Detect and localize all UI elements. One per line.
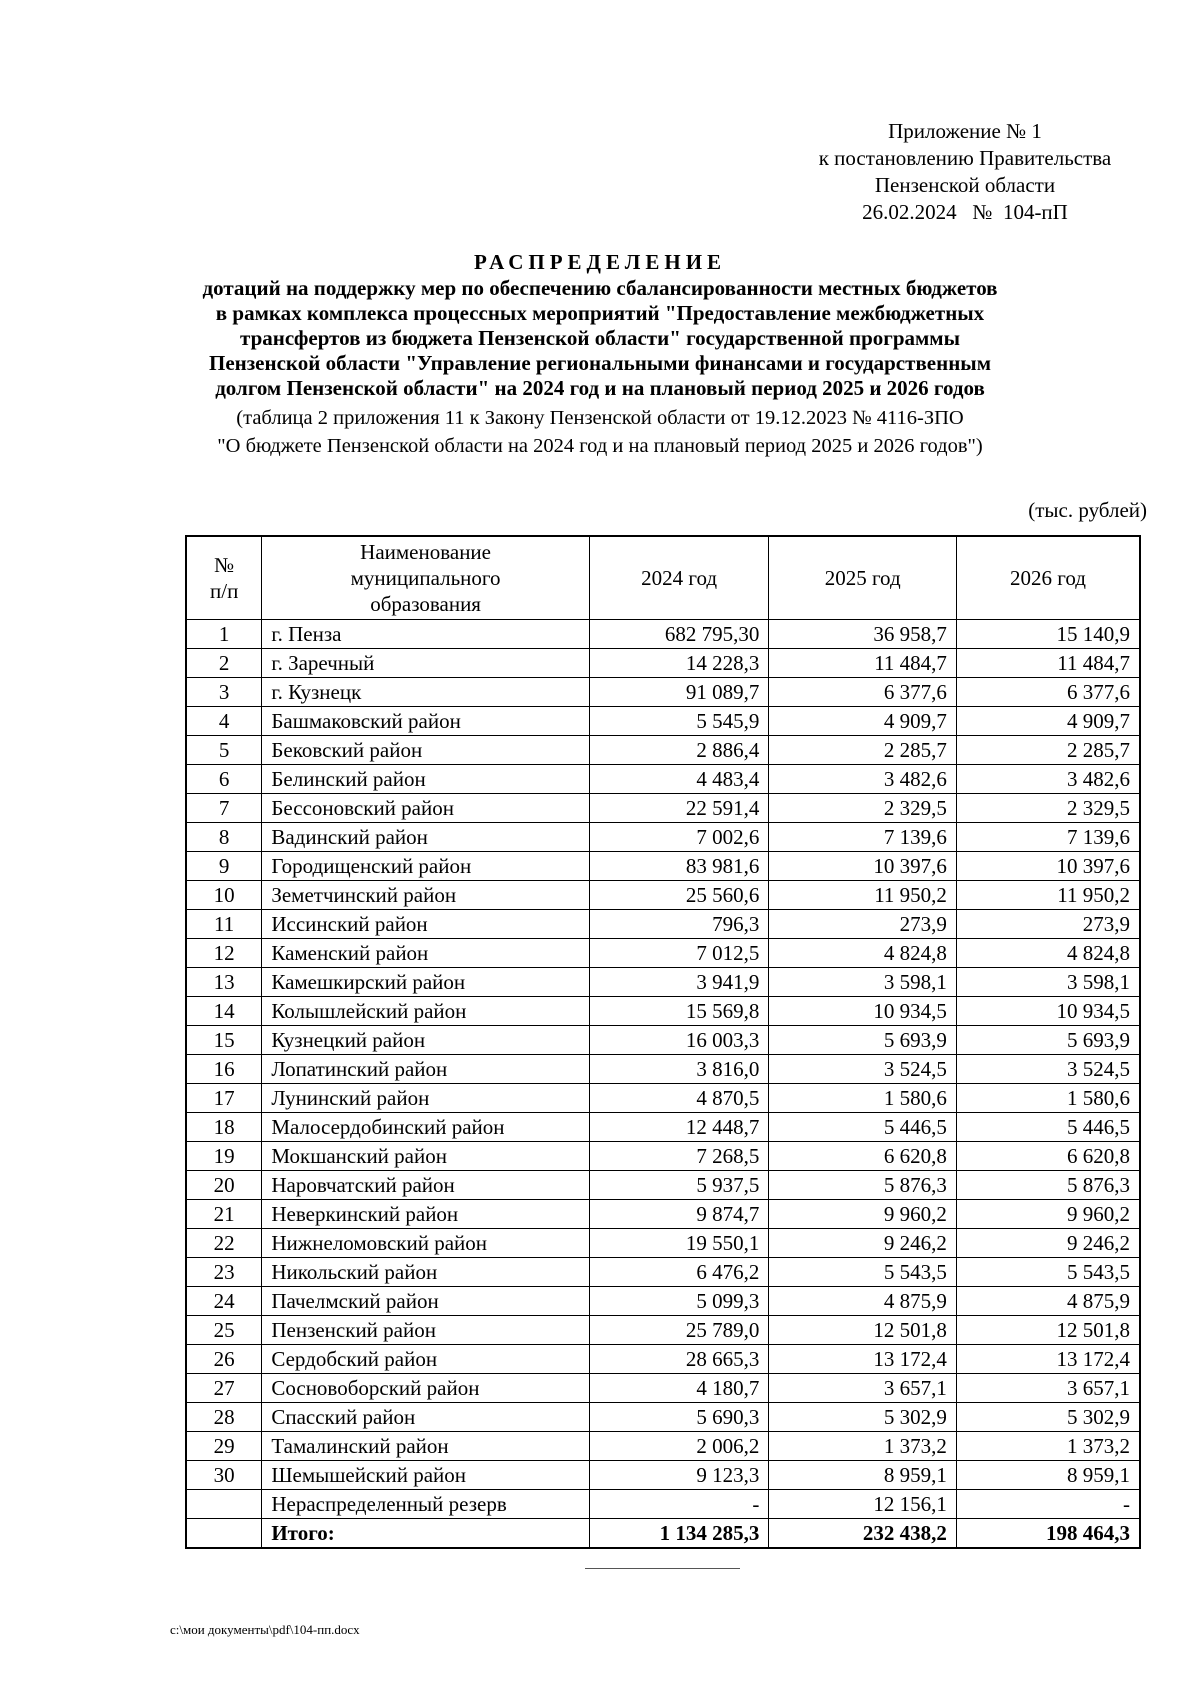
cell-y2024: 19 550,1 xyxy=(589,1229,769,1258)
total-num xyxy=(186,1519,262,1549)
appendix-line-1: Приложение № 1 xyxy=(888,119,1042,143)
cell-y2024: 15 569,8 xyxy=(589,997,769,1026)
cell-y2026: 1 373,2 xyxy=(956,1432,1140,1461)
cell-y2026: 11 950,2 xyxy=(956,881,1140,910)
end-separator xyxy=(585,1568,740,1569)
cell-y2024: 6 476,2 xyxy=(589,1258,769,1287)
cell-y2026: 4 875,9 xyxy=(956,1287,1140,1316)
appendix-block xyxy=(780,118,1150,226)
cell-y2026: 7 139,6 xyxy=(956,823,1140,852)
cell-num: 24 xyxy=(186,1287,262,1316)
cell-name: г. Пенза xyxy=(262,620,589,649)
cell-y2026: 8 959,1 xyxy=(956,1461,1140,1490)
cell-y2024: 83 981,6 xyxy=(589,852,769,881)
cell-name: Малосердобинский район xyxy=(262,1113,589,1142)
file-path: c:\мои документы\pdf\104-пп.docx xyxy=(170,1622,360,1637)
cell-y2026: 10 934,5 xyxy=(956,997,1140,1026)
cell-y2024: 7 002,6 xyxy=(589,823,769,852)
table-row xyxy=(186,620,1140,649)
cell-y2024: 22 591,4 xyxy=(589,794,769,823)
document-title: РАСПРЕДЕЛЕНИЕ xyxy=(473,250,727,274)
cell-name: Сердобский район xyxy=(262,1345,589,1374)
table-row xyxy=(186,1084,1140,1113)
document-heading xyxy=(150,248,1050,460)
cell-name: Лунинский район xyxy=(262,1084,589,1113)
cell-y2026: 10 397,6 xyxy=(956,852,1140,881)
table-row xyxy=(186,1055,1140,1084)
table-row xyxy=(186,736,1140,765)
cell-num: 23 xyxy=(186,1258,262,1287)
cell-num: 27 xyxy=(186,1374,262,1403)
cell-num: 3 xyxy=(186,678,262,707)
table-row xyxy=(186,1432,1140,1461)
cell-y2025: 5 693,9 xyxy=(769,1026,957,1055)
cell-y2026: 2 285,7 xyxy=(956,736,1140,765)
cell-name: г. Кузнецк xyxy=(262,678,589,707)
table-row xyxy=(186,678,1140,707)
cell-y2024: 25 789,0 xyxy=(589,1316,769,1345)
cell-y2024: 3 816,0 xyxy=(589,1055,769,1084)
cell-y2026: 12 501,8 xyxy=(956,1316,1140,1345)
cell-name: Наровчатский район xyxy=(262,1171,589,1200)
table-row xyxy=(186,1026,1140,1055)
cell-y2024: 91 089,7 xyxy=(589,678,769,707)
header-municipality-line-3: образования xyxy=(370,592,481,616)
cell-name: Башмаковский район xyxy=(262,707,589,736)
table-row xyxy=(186,881,1140,910)
cell-name: Пензенский район xyxy=(262,1316,589,1345)
cell-name: Нераспределенный резерв xyxy=(262,1490,589,1519)
table-row xyxy=(186,1316,1140,1345)
cell-num: 15 xyxy=(186,1026,262,1055)
cell-num: 30 xyxy=(186,1461,262,1490)
reference-note-line-1: (таблица 2 приложения 11 к Закону Пензенской области от 19.12.2023 № 4116-ЗПО xyxy=(236,407,964,429)
cell-y2025: 7 139,6 xyxy=(769,823,957,852)
cell-name: Пачелмский район xyxy=(262,1287,589,1316)
cell-name: Мокшанский район xyxy=(262,1142,589,1171)
total-y2026: 198 464,3 xyxy=(956,1519,1140,1549)
cell-y2024: 4 180,7 xyxy=(589,1374,769,1403)
cell-name: Городищенский район xyxy=(262,852,589,881)
title-line-1: дотаций на поддержку мер по обеспечению сбалансированности местных бюджетов xyxy=(202,276,998,300)
header-2026: 2026 год xyxy=(956,536,1140,620)
cell-y2024: 5 099,3 xyxy=(589,1287,769,1316)
cell-name: Иссинский район xyxy=(262,910,589,939)
header-2025: 2025 год xyxy=(769,536,957,620)
table-body xyxy=(186,620,1140,1549)
cell-y2024: 5 937,5 xyxy=(589,1171,769,1200)
cell-y2026: 6 620,8 xyxy=(956,1142,1140,1171)
header-municipality xyxy=(262,536,589,620)
total-y2024: 1 134 285,3 xyxy=(589,1519,769,1549)
cell-name: Каменский район xyxy=(262,939,589,968)
table-row xyxy=(186,1345,1140,1374)
cell-y2025: 3 482,6 xyxy=(769,765,957,794)
cell-num: 2 xyxy=(186,649,262,678)
cell-name: Земетчинский район xyxy=(262,881,589,910)
cell-y2026: 9 246,2 xyxy=(956,1229,1140,1258)
table-row xyxy=(186,910,1140,939)
units-label: (тыс. рублей) xyxy=(1028,498,1147,522)
cell-name: Кузнецкий район xyxy=(262,1026,589,1055)
table-row xyxy=(186,997,1140,1026)
cell-y2026: 13 172,4 xyxy=(956,1345,1140,1374)
cell-y2025: 10 934,5 xyxy=(769,997,957,1026)
cell-y2025: 4 875,9 xyxy=(769,1287,957,1316)
cell-num: 9 xyxy=(186,852,262,881)
cell-y2024: 28 665,3 xyxy=(589,1345,769,1374)
distribution-table xyxy=(185,535,1141,1549)
cell-y2026: 3 524,5 xyxy=(956,1055,1140,1084)
table-row xyxy=(186,1287,1140,1316)
table-row xyxy=(186,823,1140,852)
cell-y2026: - xyxy=(956,1490,1140,1519)
cell-y2025: 5 543,5 xyxy=(769,1258,957,1287)
table-row xyxy=(186,939,1140,968)
cell-y2025: 9 960,2 xyxy=(769,1200,957,1229)
cell-y2026: 9 960,2 xyxy=(956,1200,1140,1229)
cell-num: 19 xyxy=(186,1142,262,1171)
cell-y2025: 9 246,2 xyxy=(769,1229,957,1258)
cell-y2025: 36 958,7 xyxy=(769,620,957,649)
cell-y2025: 6 620,8 xyxy=(769,1142,957,1171)
cell-num: 8 xyxy=(186,823,262,852)
cell-y2024: 7 012,5 xyxy=(589,939,769,968)
cell-y2025: 3 524,5 xyxy=(769,1055,957,1084)
cell-y2025: 11 950,2 xyxy=(769,881,957,910)
cell-y2025: 8 959,1 xyxy=(769,1461,957,1490)
header-number-line-1: № xyxy=(214,553,235,577)
cell-num: 26 xyxy=(186,1345,262,1374)
cell-name: Никольский район xyxy=(262,1258,589,1287)
cell-name: Неверкинский район xyxy=(262,1200,589,1229)
cell-num: 13 xyxy=(186,968,262,997)
cell-y2025: 11 484,7 xyxy=(769,649,957,678)
cell-y2026: 2 329,5 xyxy=(956,794,1140,823)
cell-name: Бековский район xyxy=(262,736,589,765)
appendix-line-2: к постановлению Правительства xyxy=(818,146,1112,170)
reference-note xyxy=(150,404,1050,460)
title-line-3: трансфертов из бюджета Пензенской области" государственной программы xyxy=(240,326,960,350)
cell-num: 21 xyxy=(186,1200,262,1229)
cell-num: 16 xyxy=(186,1055,262,1084)
cell-y2024: 2 006,2 xyxy=(589,1432,769,1461)
cell-name: Нижнеломовский район xyxy=(262,1229,589,1258)
cell-num: 29 xyxy=(186,1432,262,1461)
cell-y2024: 16 003,3 xyxy=(589,1026,769,1055)
reference-note-line-2: "О бюджете Пензенской области на 2024 год и на плановый период 2025 и 2026 годов") xyxy=(217,435,983,457)
table-row xyxy=(186,1142,1140,1171)
cell-y2026: 3 598,1 xyxy=(956,968,1140,997)
cell-y2024: 3 941,9 xyxy=(589,968,769,997)
cell-num: 11 xyxy=(186,910,262,939)
table-row xyxy=(186,1229,1140,1258)
cell-num: 28 xyxy=(186,1403,262,1432)
header-municipality-line-1: Наименование xyxy=(360,540,491,564)
header-number xyxy=(186,536,262,620)
cell-y2024: 2 886,4 xyxy=(589,736,769,765)
cell-y2024: 7 268,5 xyxy=(589,1142,769,1171)
cell-num: 4 xyxy=(186,707,262,736)
appendix-date-number: 26.02.2024 № 104-пП xyxy=(862,200,1068,224)
cell-y2026: 5 543,5 xyxy=(956,1258,1140,1287)
header-municipality-line-2: муниципального xyxy=(350,566,501,590)
cell-y2025: 4 909,7 xyxy=(769,707,957,736)
cell-name: Спасский район xyxy=(262,1403,589,1432)
cell-y2024: 5 690,3 xyxy=(589,1403,769,1432)
cell-num: 22 xyxy=(186,1229,262,1258)
cell-name: Бессоновский район xyxy=(262,794,589,823)
cell-y2024: 5 545,9 xyxy=(589,707,769,736)
cell-y2024: - xyxy=(589,1490,769,1519)
header-2024: 2024 год xyxy=(589,536,769,620)
cell-y2026: 3 482,6 xyxy=(956,765,1140,794)
appendix-line-3: Пензенской области xyxy=(874,173,1056,197)
cell-y2026: 1 580,6 xyxy=(956,1084,1140,1113)
cell-y2024: 4 483,4 xyxy=(589,765,769,794)
cell-y2026: 5 302,9 xyxy=(956,1403,1140,1432)
cell-name: Камешкирский район xyxy=(262,968,589,997)
cell-y2024: 12 448,7 xyxy=(589,1113,769,1142)
title-line-5: долгом Пензенской области" на 2024 год и на плановый период 2025 и 2026 годов xyxy=(215,376,985,400)
table-row xyxy=(186,852,1140,881)
cell-y2024: 9 123,3 xyxy=(589,1461,769,1490)
header-number-line-2: п/п xyxy=(210,579,239,603)
cell-y2025: 4 824,8 xyxy=(769,939,957,968)
title-line-2: в рамках комплекса процессных мероприятий "Предоставление межбюджетных xyxy=(215,301,985,325)
total-name: Итого: xyxy=(262,1519,589,1549)
cell-y2026: 11 484,7 xyxy=(956,649,1140,678)
cell-y2025: 5 302,9 xyxy=(769,1403,957,1432)
cell-name: Тамалинский район xyxy=(262,1432,589,1461)
cell-y2026: 3 657,1 xyxy=(956,1374,1140,1403)
cell-y2025: 10 397,6 xyxy=(769,852,957,881)
cell-y2025: 12 156,1 xyxy=(769,1490,957,1519)
cell-num: 17 xyxy=(186,1084,262,1113)
cell-y2024: 14 228,3 xyxy=(589,649,769,678)
cell-y2024: 796,3 xyxy=(589,910,769,939)
cell-num: 20 xyxy=(186,1171,262,1200)
cell-num: 25 xyxy=(186,1316,262,1345)
cell-num: 1 xyxy=(186,620,262,649)
cell-y2025: 273,9 xyxy=(769,910,957,939)
table-row xyxy=(186,707,1140,736)
cell-y2025: 6 377,6 xyxy=(769,678,957,707)
cell-y2025: 1 373,2 xyxy=(769,1432,957,1461)
table-row xyxy=(186,1403,1140,1432)
cell-num: 12 xyxy=(186,939,262,968)
cell-y2025: 2 329,5 xyxy=(769,794,957,823)
cell-name: Вадинский район xyxy=(262,823,589,852)
cell-y2026: 273,9 xyxy=(956,910,1140,939)
cell-y2025: 1 580,6 xyxy=(769,1084,957,1113)
title-line-4: Пензенской области "Управление региональными финансами и государственным xyxy=(208,351,991,375)
cell-num: 10 xyxy=(186,881,262,910)
table-row xyxy=(186,1374,1140,1403)
cell-num: 6 xyxy=(186,765,262,794)
cell-y2025: 3 598,1 xyxy=(769,968,957,997)
table-total-row xyxy=(186,1519,1140,1549)
cell-name: Колышлейский район xyxy=(262,997,589,1026)
table-row xyxy=(186,1113,1140,1142)
cell-y2024: 9 874,7 xyxy=(589,1200,769,1229)
cell-num xyxy=(186,1490,262,1519)
cell-name: г. Заречный xyxy=(262,649,589,678)
cell-num: 5 xyxy=(186,736,262,765)
total-y2025: 232 438,2 xyxy=(769,1519,957,1549)
table-row xyxy=(186,765,1140,794)
cell-num: 18 xyxy=(186,1113,262,1142)
cell-y2025: 5 446,5 xyxy=(769,1113,957,1142)
table-row xyxy=(186,1200,1140,1229)
table-row xyxy=(186,649,1140,678)
cell-y2025: 13 172,4 xyxy=(769,1345,957,1374)
cell-y2026: 15 140,9 xyxy=(956,620,1140,649)
table-header-row xyxy=(186,536,1140,620)
cell-name: Лопатинский район xyxy=(262,1055,589,1084)
table-row xyxy=(186,1490,1140,1519)
cell-y2026: 5 876,3 xyxy=(956,1171,1140,1200)
cell-num: 14 xyxy=(186,997,262,1026)
table-row xyxy=(186,1461,1140,1490)
table-row xyxy=(186,968,1140,997)
cell-y2024: 4 870,5 xyxy=(589,1084,769,1113)
table-row xyxy=(186,1258,1140,1287)
cell-y2026: 6 377,6 xyxy=(956,678,1140,707)
cell-y2024: 25 560,6 xyxy=(589,881,769,910)
cell-y2024: 682 795,30 xyxy=(589,620,769,649)
cell-y2025: 2 285,7 xyxy=(769,736,957,765)
cell-y2025: 12 501,8 xyxy=(769,1316,957,1345)
cell-y2025: 3 657,1 xyxy=(769,1374,957,1403)
cell-y2025: 5 876,3 xyxy=(769,1171,957,1200)
cell-y2026: 4 824,8 xyxy=(956,939,1140,968)
table-row xyxy=(186,1171,1140,1200)
cell-num: 7 xyxy=(186,794,262,823)
cell-y2026: 5 446,5 xyxy=(956,1113,1140,1142)
cell-y2026: 5 693,9 xyxy=(956,1026,1140,1055)
table-row xyxy=(186,794,1140,823)
cell-name: Белинский район xyxy=(262,765,589,794)
cell-name: Сосновоборский район xyxy=(262,1374,589,1403)
cell-name: Шемышейский район xyxy=(262,1461,589,1490)
cell-y2026: 4 909,7 xyxy=(956,707,1140,736)
